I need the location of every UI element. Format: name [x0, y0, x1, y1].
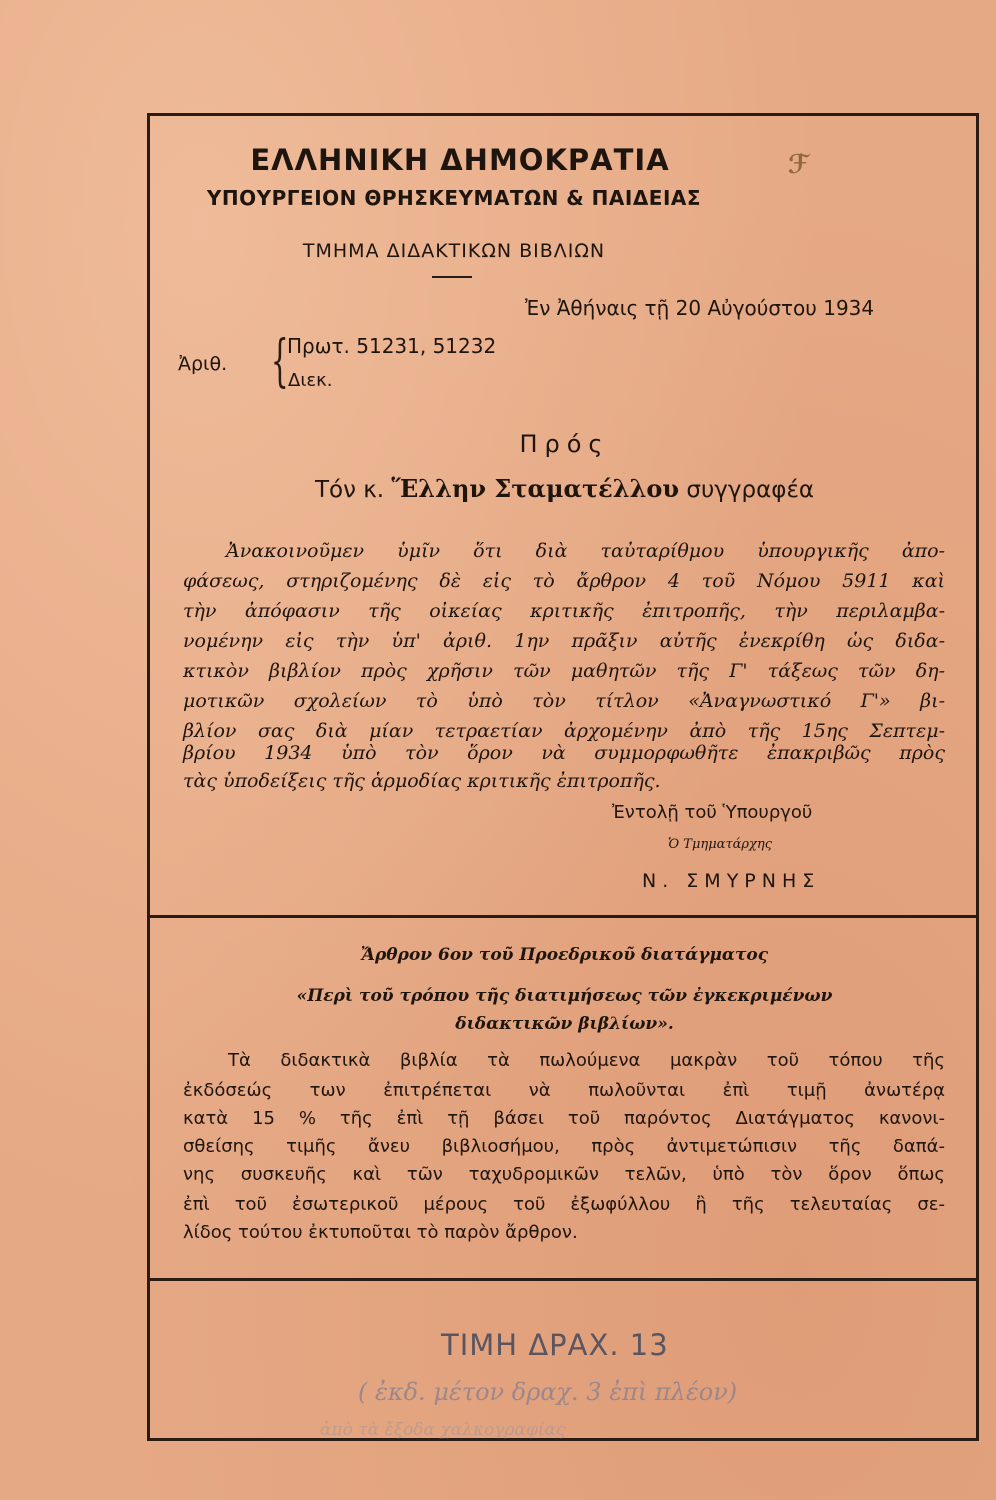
addressee — [150, 474, 979, 503]
body-line: τὴν ἀπόφασιν τῆς οἰκείας κριτικῆς ἐπιτροπῆς, τὴν περιλαμβα- — [183, 600, 945, 622]
article-subheading-2: διδακτικῶν βιβλίων». — [455, 1014, 674, 1034]
article-line: λίδος τούτου ἐκτυποῦται τὸ παρὸν ἄρθρον. — [183, 1222, 578, 1243]
article-line: ἐπὶ τοῦ ἐσωτερικοῦ μέρους τοῦ ἐξωφύλλου ἢ τῆς τελευταίας σε- — [183, 1194, 945, 1215]
article-line: σθείσης τιμῆς ἄνευ βιβλιοσήμου, πρὸς ἀντιμετώπισιν τῆς δαπά- — [183, 1136, 945, 1157]
signature-name: Ν. ΣΜΥΡΝΗΣ — [642, 870, 821, 892]
ink-mark: ℱ — [788, 150, 809, 180]
body-line: τὰς ὑποδείξεις τῆς ἁρμοδίας κριτικῆς ἐπιτροπῆς. — [183, 770, 661, 792]
body-line: κτικὸν βιβλίον πρὸς χρῆσιν τῶν μαθητῶν τῆς Γ' τάξεως τῶν δη- — [183, 660, 945, 682]
body-line: νομένην εἰς τὴν ὑπ' ἀριθ. 1ην πρᾶξιν αὐτῆς ἐνεκρίθη ὡς διδα- — [183, 630, 945, 652]
reference-label: Ἀριθ. — [178, 353, 228, 375]
price-stamp: ΤΙΜΗ ΔΡΑΧ. 13 — [441, 1328, 669, 1362]
signature-order: Ἐντολῇ τοῦ Ὑπουργοῦ — [612, 802, 813, 823]
body-line: φάσεως, στηριζομένης δὲ εἰς τὸ ἄρθρον 4 τοῦ Νόμου 5911 καὶ — [183, 570, 945, 592]
article-heading: Ἄρθρον 6ον τοῦ Προεδρικοῦ διατάγματος — [360, 945, 769, 965]
to-label: Πρός — [519, 430, 610, 458]
article-line: ἐκδόσεώς των ἐπιτρέπεται νὰ πωλοῦνται ἐπὶ τιμῇ ἀνωτέρᾳ — [183, 1080, 945, 1101]
handwritten-note: ( ἐκδ. μέτον δραχ. 3 ἐπὶ πλέον) — [358, 1378, 738, 1406]
body-line: μοτικῶν σχολείων τὸ ὑπὸ τὸν τίτλον «Ἀναγνωστικό Γ'» βι- — [183, 690, 945, 712]
addressee-name: Ἕλλην Σταματέλλου — [391, 474, 680, 503]
body-line: βλίον σας διὰ μίαν τετραετίαν ἀρχομένην ἀπὸ τῆς 15ης Σεπτεμ- — [183, 720, 945, 742]
letter-date: Ἐν Ἀθήναις τῇ 20 Αὐγούστου 1934 — [525, 296, 875, 320]
body-line: βρίου 1934 ὑπὸ τὸν ὅρον νὰ συμμορφωθῆτε ἐπακριβῶς πρὸς — [183, 742, 945, 764]
diek-label: Διεκ. — [288, 370, 333, 391]
header-ministry: ΥΠΟΥΡΓΕΙΟΝ ΘΡΗΣΚΕΥΜΑΤΩΝ & ΠΑΙΔΕΙΑΣ — [206, 186, 702, 210]
section-divider-1 — [147, 915, 979, 918]
body-line: Ἀνακοινοῦμεν ὑμῖν ὅτι διὰ ταὐταρίθμου ὑπουργικῆς ἀπο- — [226, 540, 945, 562]
section-divider-2 — [147, 1278, 979, 1281]
addressee-suffix: συγγραφέα — [686, 477, 815, 503]
protocol-number: Πρωτ. 51231, 51232 — [287, 334, 497, 358]
header-department: ΤΜΗΜΑ ΔΙΔΑΚΤΙΚΩΝ ΒΙΒΛΙΩΝ — [302, 240, 606, 262]
article-line: Τὰ διδακτικὰ βιβλία τὰ πωλούμενα μακρὰν τοῦ τόπου τῆς — [228, 1050, 945, 1071]
header-rule — [432, 276, 472, 278]
handwritten-note-faint: ἀπὸ τὰ ἔξοδα χαλκογραφίας — [320, 1420, 566, 1440]
signature-title: Ὁ Τμηματάρχης — [668, 837, 772, 852]
addressee-prefix: Τόν κ. — [314, 477, 385, 503]
article-line: κατὰ 15 % τῆς ἐπὶ τῇ βάσει τοῦ παρόντος Διατάγματος κανονι- — [183, 1108, 945, 1129]
article-subheading-1: «Περὶ τοῦ τρόπου τῆς διατιμήσεως τῶν ἐγκεκριμένων — [296, 986, 833, 1006]
header-title: ΕΛΛΗΝΙΚΗ ΔΗΜΟΚΡΑΤΙΑ — [250, 143, 670, 177]
article-line: νης συσκευῆς καὶ τῶν ταχυδρομικῶν τελῶν, ὑπὸ τὸν ὅρον ὅπως — [183, 1164, 945, 1185]
reference-brace: { — [270, 329, 289, 394]
